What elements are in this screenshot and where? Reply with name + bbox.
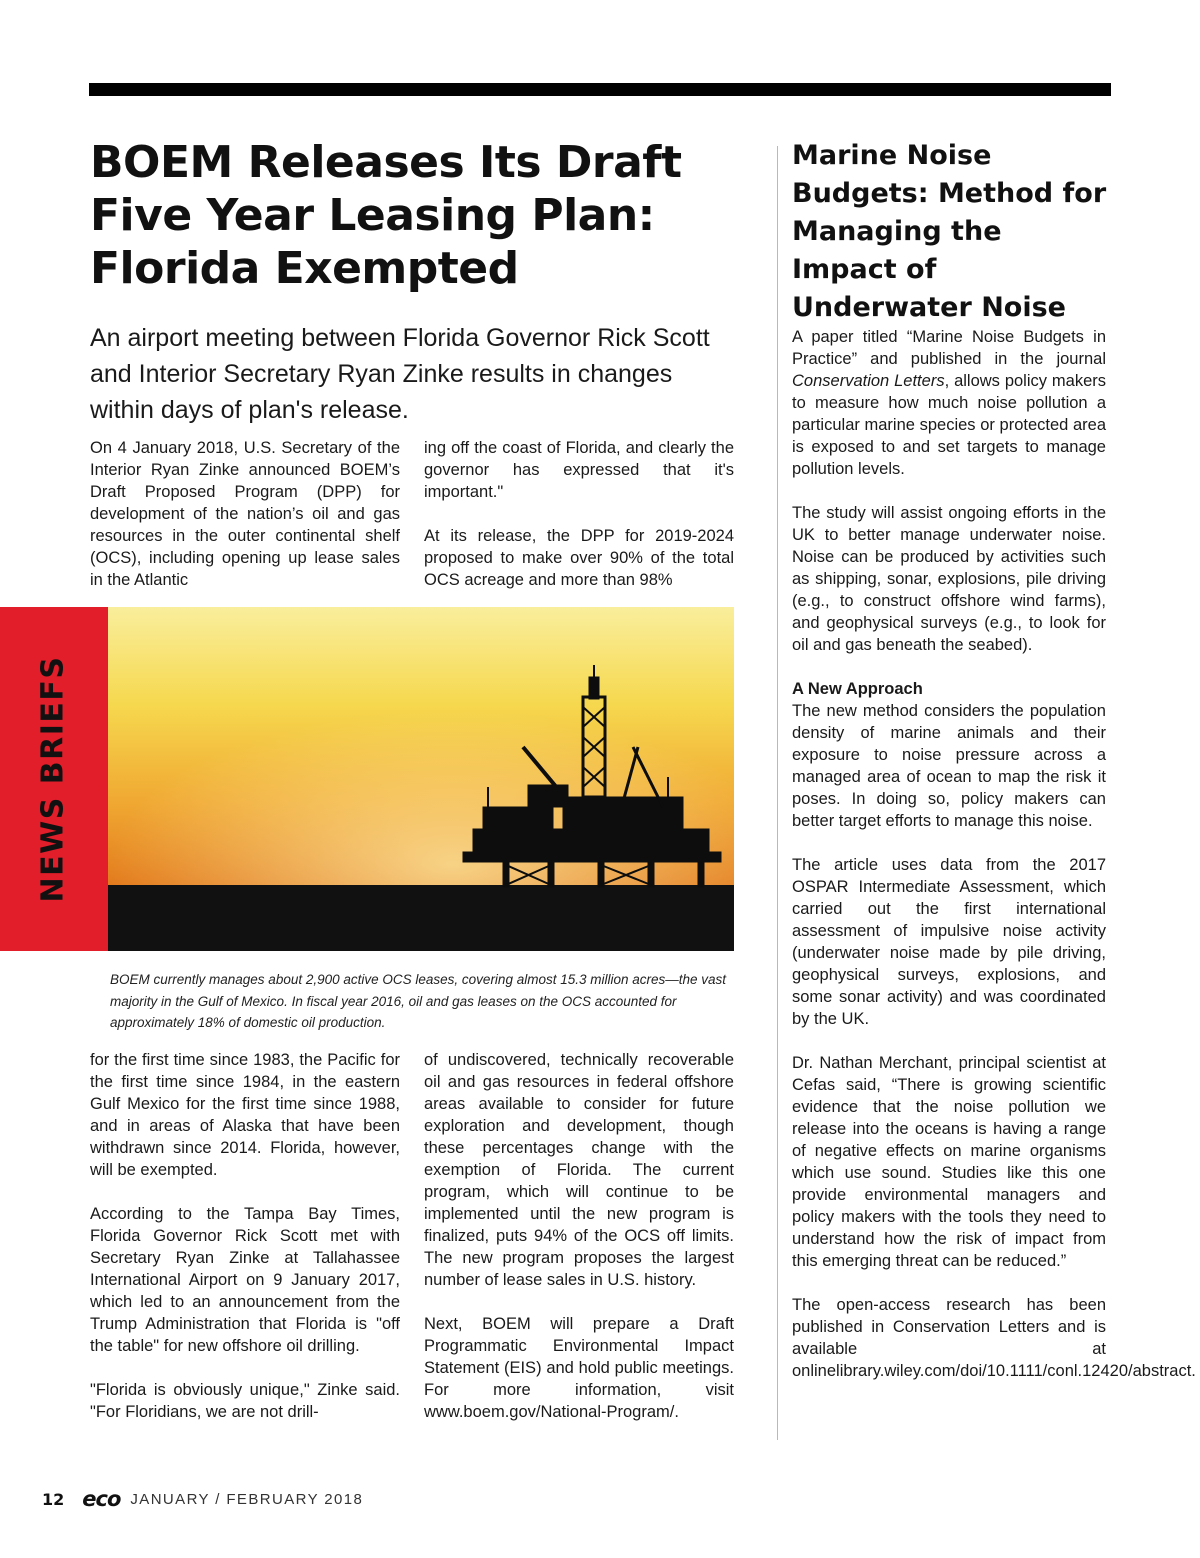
magazine-logo: eco (82, 1487, 121, 1511)
paragraph: ing off the coast of Florida, and clearly the governor has expressed that it's important." (424, 439, 734, 501)
sidebar-title: Marine Noise Budgets: Method for Managing the Impact of Underwater Noise (792, 140, 1107, 323)
journal-name: Conservation Letters (792, 372, 945, 390)
sea (108, 885, 734, 951)
top-rule (89, 83, 1111, 96)
paragraph: Dr. Nathan Merchant, principal scientist at Cefas said, “There is growing scientific evidence that the noise pollution we release into the oceans is having a range of negative effects on marine organisms which use sound. Studies like this one provide environmental managers and policy makers with the tools they need to understand how the risk of impact from this emerging threat can be reduced.” (792, 1054, 1106, 1270)
photo-caption: BOEM currently manages about 2,900 active OCS leases, covering almost 15.3 million acres—the vast majority in the Gulf of Mexico. In fiscal year 2016, oil and gas leases on the OCS accounted for approximately 18% of domestic oil production. (110, 972, 727, 1030)
page-number: 12 (42, 1489, 65, 1509)
paragraph: A New Approach The new method considers the population density of marine animals and their exposure to noise pressure across a managed area of ocean to map the risk it poses. In doing so, policy makers can better target efforts to manage this noise. (792, 680, 1106, 830)
article-deck: An airport meeting between Florida Governor Rick Scott and Interior Secretary Ryan Zinke results in changes within days of plan's release. (90, 324, 710, 424)
page-footer (42, 1487, 363, 1511)
paragraph: A paper titled “Marine Noise Budgets in Practice” and published in the journal Conservation Letters, allows policy makers to measure how much noise pollution a particular marine species or protected area is exposed to and set targets to manage pollution levels. (792, 328, 1107, 478)
paragraph: Next, BOEM will prepare a Draft Programmatic Environmental Impact Statement (EIS) and hold public meetings. For more information, visit www.boem.gov/National-Program/. (424, 1315, 734, 1421)
paragraph: "Florida is obviously unique," Zinke said. "For Floridians, we are not drill- (90, 1381, 400, 1421)
sidebar-subhead: A New Approach (792, 680, 923, 698)
paragraph: The study will assist ongoing efforts in the UK to better manage underwater noise. Noise can be produced by activities such as shipping, sonar, explosions, pile driving (e.g., to construct offshore wind farms), and geophysical surveys (e.g., to look for oil and gas beneath the seabed). (792, 504, 1106, 654)
paragraph: At its release, the DPP for 2019-2024 proposed to make over 90% of the total OCS acreage and more than 98% (424, 527, 734, 589)
article-column-2-bottom (424, 1049, 734, 1423)
article-headline: BOEM Releases Its Draft Five Year Leasing Plan: Florida Exempted (90, 137, 682, 294)
paragraph: The article uses data from the 2017 OSPAR Intermediate Assessment, which carried out the first international assessment of impulsive noise activity (underwater noise made by pile driving, geophysical surveys, explosions, and some sonar activity) and was coordinated by the UK. (792, 856, 1106, 1028)
paragraph: On 4 January 2018, U.S. Secretary of the Interior Ryan Zinke announced BOEM’s Draft Proposed Program (DPP) for development of the nation’s oil and gas resources in the outer continental shelf (OCS), including opening up lease sales in the Atlantic (90, 439, 400, 589)
paragraph: of undiscovered, technically recoverable oil and gas resources in federal offshore areas available to consider for future exploration and development, though these percentages change with the exemption of Florida. The current program, which will continue to be implemented until the new program is finalized, puts 94% of the OCS off limits. The new program proposes the largest number of lease sales in U.S. history. (424, 1051, 734, 1289)
paragraph: for the first time since 1983, the Pacific for the first time since 1984, in the eastern Gulf Mexico for the first time since 1988, and in areas of Alaska that have been withdrawn since 2014. Florida, however, will be exempted. (90, 1051, 400, 1179)
issue-date: JANUARY / FEBRUARY 2018 (130, 1490, 364, 1508)
column-divider (777, 146, 778, 1440)
article-column-1-top (90, 437, 400, 591)
paragraph: The open-access research has been published in Conservation Letters and is available at onlinelibrary.wiley.com/doi/10.1111/conl.12420/abstract. (792, 1296, 1196, 1380)
section-tab-label: NEWS BRIEFS (35, 655, 71, 903)
article-column-1-bottom (90, 1049, 400, 1423)
paragraph: According to the Tampa Bay Times, Florida Governor Rick Scott met with Secretary Ryan Zinke at Tallahassee International Airport on 9 January 2017, which led to an announcement from the Trump Administration that Florida is "off the table" for new offshore oil drilling. (90, 1205, 400, 1355)
article-column-2-top (424, 437, 734, 591)
oil-platform-photo (108, 607, 734, 951)
sidebar-body (792, 326, 1196, 1382)
